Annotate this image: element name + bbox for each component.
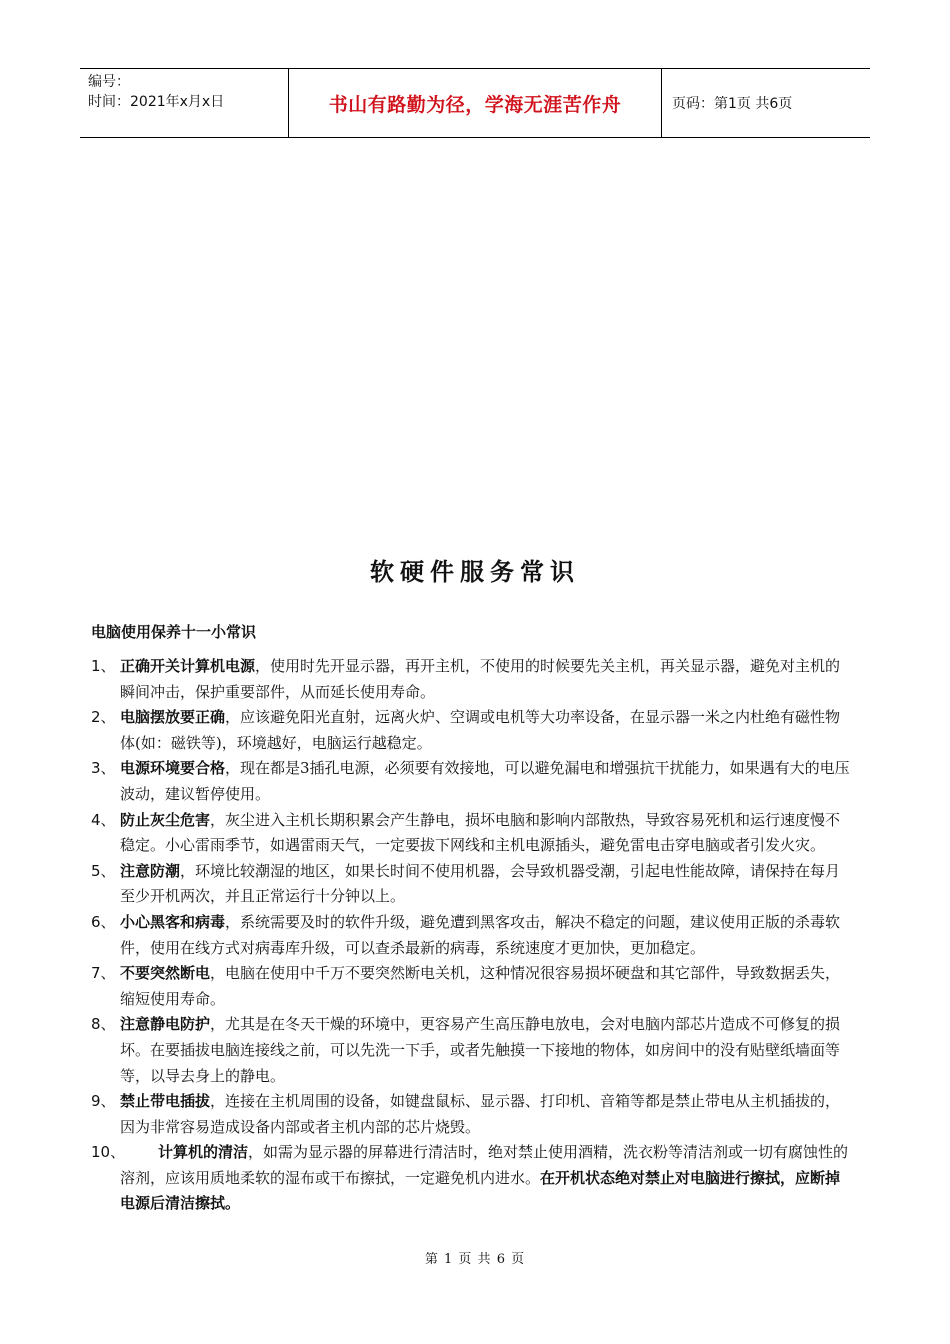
item-number: 8、 [91,1015,116,1034]
list-item [91,705,851,756]
list-item [91,808,851,859]
document-title: 软硬件服务常识 [370,558,580,586]
header-page-info: 页码：第1页 共6页 [672,96,793,112]
item-heading: 不要突然断电 [120,964,211,983]
item-number: 10、 [91,1143,126,1162]
item-body: ，尤其是在冬天干燥的环境中，更容易产生高压静电放电，会对电脑内部芯片造成不可修复的损坏。在要插拔电脑连接线之前，可以先洗一下手，或者先触摸一下接地的物体，如房间中的没有贴壁纸墙面等等，以导去身上的静电。 [120,1015,841,1085]
item-number: 4、 [91,810,116,829]
list-item [91,1089,851,1140]
list-item [91,756,851,807]
item-body: ，使用时先开显示器，再开主机，不使用的时候要先关主机，再关显示器，避免对主机的瞬间冲击，保护重要部件，从而延长使用寿命。 [120,657,841,701]
list-item [91,961,851,1012]
time-label: 时间：2021年x月x日 [88,94,225,110]
page-header [80,68,870,138]
item-heading: 电源环境要合格 [120,759,226,778]
item-heading: 注意静电防护 [120,1015,211,1034]
item-number: 3、 [91,759,116,778]
item-body: ，连接在主机周围的设备，如键盘鼠标、显示器、打印机、音箱等都是禁止带电从主机插拔的，因为非常容易造成设备内部或者主机内部的芯片烧毁。 [120,1092,841,1136]
item-heading: 禁止带电插拔 [120,1092,211,1111]
item-body: ，电脑在使用中千万不要突然断电关机，这种情况很容易损坏硬盘和其它部件，导致数据丢失，缩短使用寿命。 [120,964,841,1008]
item-body: ，系统需要及时的软件升级，避免遭到黑客攻击，解决不稳定的问题，建议使用正版的杀毒软件，使用在线方式对病毒库升级，可以查杀最新的病毒，系统速度才更加快，更加稳定。 [120,912,841,957]
header-left [80,69,288,137]
item-number: 7、 [91,964,116,983]
item-number: 9、 [91,1092,116,1111]
list-item [91,1140,851,1217]
item-heading: 注意防潮 [120,861,181,880]
code-label: 编号： [88,74,130,90]
list-item [91,654,851,705]
item-heading: 电脑摆放要正确 [120,708,226,727]
list-item [91,859,851,910]
item-heading: 正确开关计算机电源 [120,657,256,675]
item-number: 5、 [91,861,116,880]
item-number: 1、 [91,657,116,675]
item-body: ，应该避免阳光直射，远离火炉、空调或电机等大功率设备，在显示器一米之内杜绝有磁性物体(如：磁铁等)，环境越好，电脑运行越稳定。 [120,708,841,752]
item-body: ，现在都是3插孔电源，必须要有效接地，可以避免漏电和增强抗干扰能力，如果遇有大的电压波动，建议暂停使用。 [120,759,850,803]
item-heading: 小心黑客和病毒 [120,912,226,931]
tips-list [91,654,851,1217]
item-body: ，如需为显示器的屏幕进行清洁时，绝对禁止使用酒精，洗衣粉等清洁剂或一切有腐蚀性的溶剂，应该用质地柔软的湿布或干布擦拭，一定避免机内进水。 [120,1143,849,1187]
item-number: 2、 [91,708,116,727]
item-heading: 防止灰尘危害 [120,810,211,829]
list-item [91,1012,851,1089]
item-heading: 计算机的清洁 [158,1143,249,1162]
header-motto: 书山有路勤为径，学海无涯苦作舟 [288,69,662,137]
list-item [91,910,851,961]
section-subtitle: 电脑使用保养十一小常识 [91,623,257,641]
page-footer: 第 1 页 共 6 页 [424,1252,526,1267]
item-emphasis: 在开机状态绝对禁止对电脑进行擦拭，应断掉电源后清洁擦拭。 [120,1168,841,1213]
item-body: ，灰尘进入主机长期积累会产生静电，损坏电脑和影响内部散热，导致容易死机和运行速度慢不稳定。小心雷雨季节，如遇雷雨天气，一定要拔下网线和主机电源插头，避免雷电击穿电脑或者引发火灾。 [120,810,841,855]
item-number: 6、 [91,912,116,931]
item-body: ，环境比较潮湿的地区，如果长时间不使用机器，会导致机器受潮，引起电性能故障，请保持在每月至少开机两次，并且正常运行十分钟以上。 [120,861,841,906]
